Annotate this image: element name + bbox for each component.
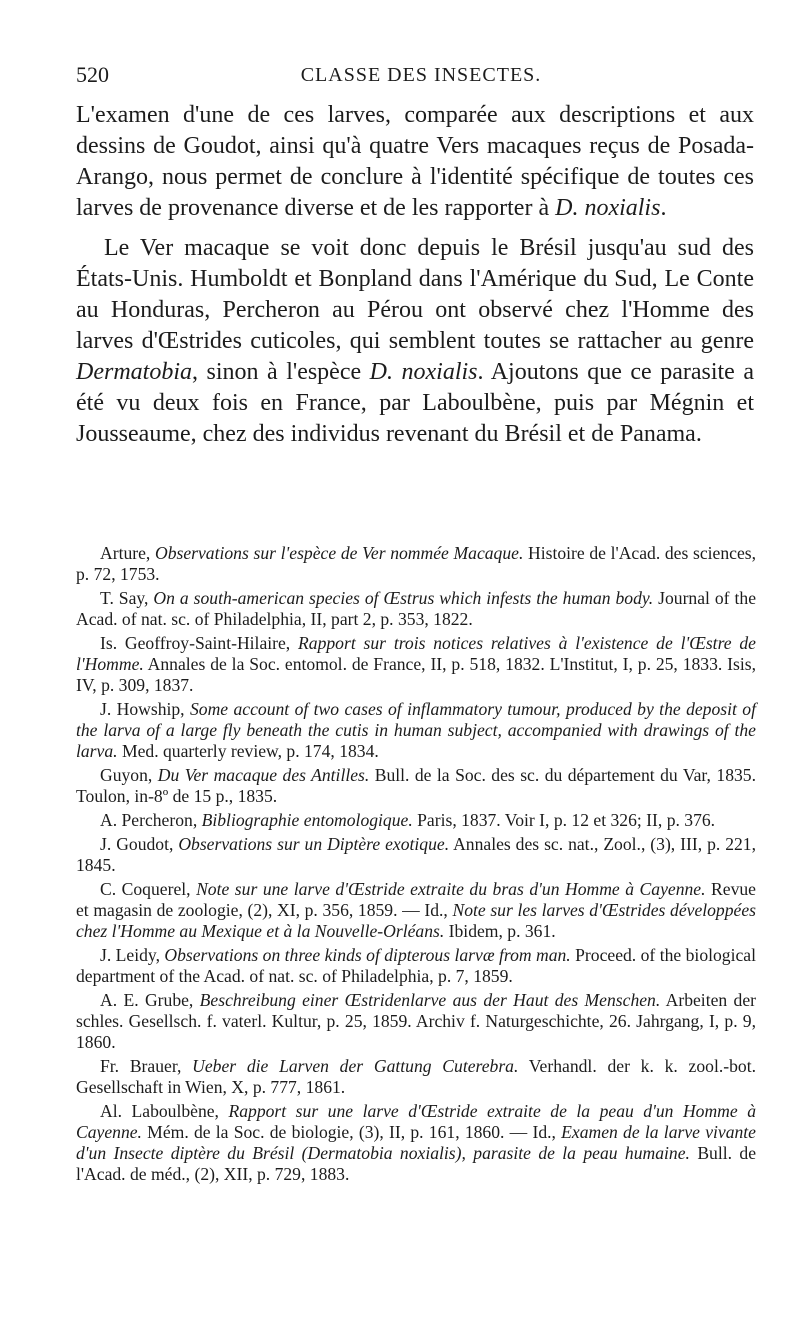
reference-item: J. Leidy, Observations on three kinds of dipterous larvæ from man. Proceed. of the biological department of the Acad. of nat. sc. of Philadelphia, p. 7, 1859. <box>76 945 756 986</box>
reference-item: Al. Laboulbène, Rapport sur une larve d'Œstride extraite de la peau d'un Homme à Cayenne. Mém. de la Soc. de biologie, (3), II, p. 161, 1860. — Id., Examen de la larve vivante d'un Insecte diptère du Brésil (Dermatobia noxialis), parasite de la peau humaine. Bull. de l'Acad. de méd., (2), XII, p. 729, 1883. <box>76 1101 757 1184</box>
bibliography <box>76 543 756 1188</box>
reference-item: Is. Geoffroy-Saint-Hilaire, Rapport sur trois notices relatives à l'existence de l'Œstre de l'Homme. Annales de la Soc. entomol. de France, II, p. 518, 1832. L'Institut, I, p. 25, 1833. Isis, IV, p. 309, 1837. <box>76 633 756 695</box>
reference-item: Fr. Brauer, Ueber die Larven der Gattung Cuterebra. Verhandl. der k. k. zool.-bot. Gesellschaft in Wien, X, p. 777, 1861. <box>76 1056 756 1097</box>
running-title: CLASSE DES INSECTES. <box>300 64 542 86</box>
reference-item: C. Coquerel, Note sur une larve d'Œstride extraite du bras d'un Homme à Cayenne. Revue et magasin de zoologie, (2), XI, p. 356, 1859. — Id., Note sur les larves d'Œstrides développées chez l'Homme au Mexique et à la Nouvelle-Orléans. Ibidem, p. 361. <box>76 879 756 941</box>
reference-item: A. Percheron, Bibliographie entomologique. Paris, 1837. Voir I, p. 12 et 326; II, p. 376. <box>100 810 716 830</box>
paragraph-2: Le Ver macaque se voit donc depuis le Brésil jusqu'au sud des États-Unis. Humboldt et Bonpland dans l'Amérique du Sud, Le Conte au Honduras, Percheron au Pérou ont observé chez l'Homme des larves d'Œstrides cuticoles, qui semblent toutes se rattacher au genre Dermatobia, sinon à l'espèce D. noxialis. Ajoutons que ce parasite a été vu deux fois en France, par Laboulbène, puis par Mégnin et Jousseaume, chez des individus revenant du Brésil et de Panama. <box>76 235 755 447</box>
reference-item: A. E. Grube, Beschreibung einer Œstridenlarve aus der Haut des Menschen. Arbeiten der schles. Gesellsch. f. vaterl. Kultur, p. 25, 1859. Archiv f. Naturgeschichte, 26. Jahrgang, I, p. 9, 1860. <box>76 990 756 1052</box>
reference-item: J. Howship, Some account of two cases of inflammatory tumour, produced by the deposit of the larva of a large fly beneath the cutis in human subject, accompanied with drawings of the larva. Med. quarterly review, p. 174, 1834. <box>76 699 756 761</box>
page-number: 520 <box>76 62 109 87</box>
reference-item: T. Say, On a south-american species of Œstrus which infests the human body. Journal of the Acad. of nat. sc. of Philadelphia, II, part 2, p. 353, 1822. <box>76 588 756 629</box>
reference-item: Guyon, Du Ver macaque des Antilles. Bull. de la Soc. des sc. du département du Var, 1835. Toulon, in-8º de 15 p., 1835. <box>76 765 756 806</box>
reference-item: Arture, Observations sur l'espèce de Ver nommée Macaque. Histoire de l'Acad. des sciences, p. 72, 1753. <box>76 543 757 584</box>
running-head <box>76 62 766 92</box>
paragraph-1: L'examen d'une de ces larves, comparée aux descriptions et aux dessins de Goudot, ainsi qu'à quatre Vers macaques reçus de Posada-Arango, nous permet de conclure à l'identité spécifique de toutes ces larves de provenance diverse et de les rapporter à D. noxialis. <box>76 102 754 221</box>
reference-item: J. Goudot, Observations sur un Diptère exotique. Annales des sc. nat., Zool., (3), III, p. 221, 1845. <box>76 834 756 875</box>
body-text <box>76 100 754 450</box>
